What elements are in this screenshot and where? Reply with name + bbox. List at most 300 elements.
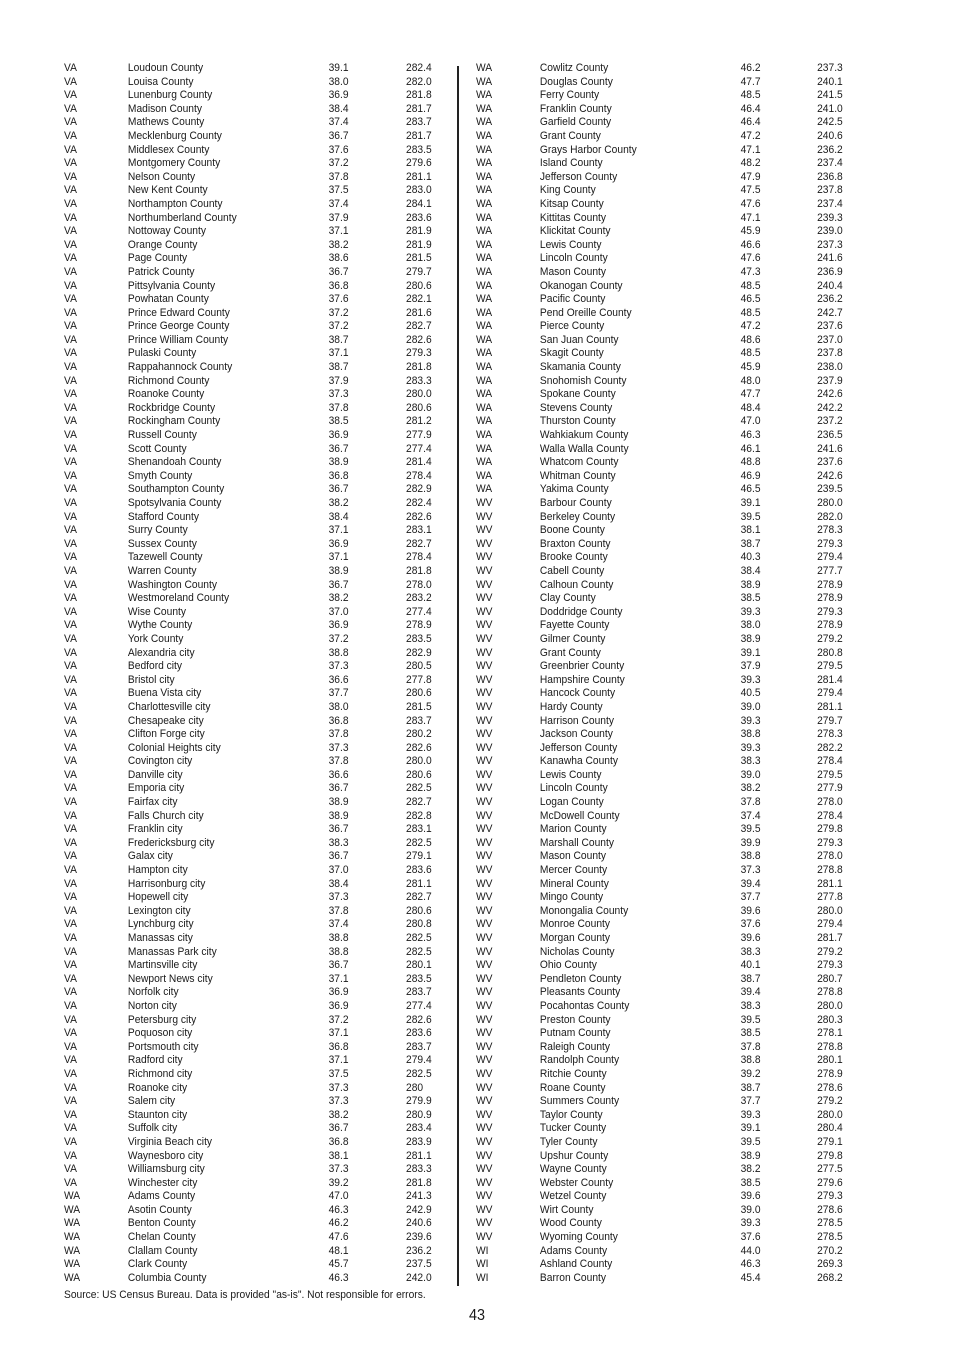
value-1: 37.1 [328, 1054, 349, 1067]
table-row [476, 755, 843, 769]
value-2: 282.2 [817, 741, 843, 754]
county-name: Logan County [539, 796, 604, 809]
county-name: Whitman County [539, 469, 616, 482]
state-abbr: WA [476, 211, 493, 224]
table-row [64, 728, 432, 742]
value-1: 37.3 [328, 1095, 349, 1108]
state-abbr: WA [64, 1258, 81, 1271]
value-1: 38.8 [328, 646, 349, 659]
table-row [476, 388, 843, 402]
value-2: 279.3 [817, 836, 843, 849]
table-row [476, 401, 843, 416]
state-abbr: WV [476, 524, 493, 537]
value-1: 37.1 [328, 524, 349, 537]
table-row [64, 864, 432, 878]
value-1: 39.9 [740, 836, 761, 849]
county-name: Clark County [127, 1258, 188, 1271]
county-name: Montgomery County [127, 157, 221, 170]
county-name: Poquoson city [127, 1027, 193, 1040]
value-1: 40.1 [740, 959, 761, 972]
table-row [476, 1108, 843, 1123]
table-row [64, 537, 432, 552]
table-row [476, 361, 843, 375]
state-abbr: VA [64, 592, 77, 605]
county-name: Monongalia County [539, 904, 629, 917]
value-1: 48.6 [740, 333, 761, 346]
table-row [64, 564, 432, 579]
state-abbr: WV [476, 1217, 493, 1230]
county-name: Wahkiakum County [539, 429, 629, 442]
county-name: Okanogan County [539, 279, 623, 292]
value-2: 283.2 [406, 592, 432, 605]
state-abbr: WV [476, 1163, 493, 1176]
value-2: 242.9 [406, 1203, 432, 1216]
county-name: San Juan County [539, 333, 619, 346]
table-row [64, 442, 432, 457]
state-abbr: WA [476, 361, 493, 374]
value-1: 37.1 [328, 225, 349, 238]
value-1: 46.1 [740, 442, 761, 455]
value-2: 281.6 [406, 306, 432, 319]
table-row [476, 1095, 843, 1109]
value-2: 270.2 [817, 1244, 843, 1257]
state-abbr: WA [476, 333, 493, 346]
value-1: 37.8 [328, 904, 349, 917]
county-name: Spotsylvania County [127, 497, 222, 509]
county-name: Pleasants County [539, 986, 621, 999]
value-1: 48.5 [740, 89, 761, 102]
county-name: Roanoke County [127, 388, 205, 401]
table-row [64, 1244, 432, 1259]
state-abbr: VA [64, 1163, 77, 1176]
value-1: 38.2 [328, 238, 349, 251]
state-abbr: WV [476, 1135, 493, 1148]
county-name: Virginia Beach city [127, 1135, 213, 1148]
table-row [476, 252, 843, 266]
value-2: 279.2 [817, 1095, 843, 1108]
county-name: Williamsburg city [127, 1163, 205, 1176]
state-abbr: VA [64, 75, 77, 88]
county-name: Powhatan County [127, 293, 209, 306]
county-name: Colonial Heights city [127, 741, 221, 754]
county-name: Skamania County [539, 361, 621, 374]
value-2: 281.1 [406, 170, 432, 183]
value-1: 46.5 [740, 293, 761, 306]
table-row [476, 673, 843, 688]
state-abbr: VA [64, 320, 77, 333]
table-row [476, 1231, 843, 1245]
county-name: Chelan County [127, 1231, 196, 1244]
county-name: Franklin city [127, 823, 183, 836]
county-name: Ferry County [539, 89, 600, 102]
state-abbr: VA [64, 252, 77, 265]
county-name: Page County [127, 252, 188, 265]
state-abbr: WV [476, 660, 493, 673]
value-2: 282.5 [406, 782, 432, 795]
table-row [476, 592, 843, 606]
table-row [64, 1054, 432, 1068]
table-row [64, 1095, 432, 1109]
state-abbr: VA [64, 1040, 77, 1053]
table-row [476, 1176, 843, 1191]
value-1: 48.8 [740, 456, 761, 469]
table-row [64, 361, 432, 375]
county-name: Barbour County [539, 497, 612, 509]
table-row [476, 782, 843, 796]
value-2: 283.7 [406, 1040, 432, 1053]
value-1: 38.0 [328, 700, 349, 713]
value-1: 36.7 [328, 959, 349, 972]
county-name: Shenandoah County [127, 456, 222, 469]
county-name: Putnam County [539, 1027, 611, 1040]
county-name: Jackson County [539, 728, 613, 741]
state-abbr: VA [64, 632, 77, 645]
state-abbr: WA [476, 252, 493, 265]
value-2: 279.3 [406, 347, 432, 360]
county-name: Danville city [127, 768, 183, 781]
table-row [476, 945, 843, 960]
value-2: 278.4 [817, 809, 843, 822]
state-abbr: WV [476, 986, 493, 999]
state-abbr: VA [64, 1122, 77, 1135]
value-1: 36.8 [328, 1135, 349, 1148]
value-2: 283.3 [406, 1163, 432, 1176]
value-2: 283.1 [406, 823, 432, 836]
value-2: 237.8 [817, 184, 843, 197]
table-row [476, 864, 843, 878]
table-row [476, 891, 843, 905]
state-abbr: WV [476, 877, 493, 890]
value-1: 37.4 [328, 116, 349, 129]
county-name: Gilmer County [539, 632, 606, 645]
county-name: Wayne County [539, 1163, 607, 1176]
value-2: 282.0 [406, 75, 432, 88]
county-name: Nicholas County [539, 945, 615, 958]
table-row [476, 469, 843, 484]
county-name: Benton County [127, 1217, 196, 1230]
county-name: Hardy County [539, 700, 603, 713]
county-name: Waynesboro city [127, 1149, 204, 1162]
county-name: Grant County [539, 646, 601, 659]
state-abbr: WA [476, 265, 493, 278]
county-name: Washington County [127, 578, 217, 591]
value-1: 37.6 [740, 918, 761, 931]
state-abbr: VA [64, 796, 77, 809]
value-2: 279.4 [817, 551, 843, 564]
value-2: 279.8 [817, 823, 843, 836]
county-name: Cowlitz County [539, 62, 609, 74]
state-abbr: WI [476, 1271, 489, 1284]
value-2: 280.8 [406, 918, 432, 931]
value-2: 237.3 [817, 238, 843, 251]
value-2: 282.8 [406, 809, 432, 822]
value-1: 48.5 [740, 347, 761, 360]
state-abbr: WA [476, 279, 493, 292]
county-name: Portsmouth city [127, 1040, 199, 1053]
state-abbr: VA [64, 537, 77, 550]
value-2: 281.4 [406, 456, 432, 469]
state-abbr: VA [64, 1067, 77, 1080]
state-abbr: WA [64, 1217, 81, 1230]
county-name: Wirt County [539, 1203, 594, 1216]
value-2: 280.0 [817, 1108, 843, 1121]
county-name: Ohio County [539, 959, 597, 972]
county-name: Whatcom County [539, 456, 619, 469]
value-2: 280.5 [406, 660, 432, 673]
table-row [64, 388, 432, 402]
county-name: Ashland County [539, 1258, 613, 1271]
county-name: Newport News city [127, 972, 213, 985]
state-abbr: WV [476, 1176, 493, 1189]
table-row [64, 999, 432, 1014]
state-abbr: VA [64, 932, 77, 944]
county-name: Hampton city [127, 864, 188, 877]
value-2: 278.9 [406, 619, 432, 632]
state-abbr: WA [476, 401, 493, 414]
table-row [64, 918, 432, 932]
value-2: 242.6 [817, 469, 843, 482]
value-2: 239.0 [817, 225, 843, 238]
value-2: 277.4 [406, 605, 432, 618]
value-1: 48.2 [740, 157, 761, 170]
value-1: 40.3 [740, 551, 761, 564]
value-2: 282.9 [406, 646, 432, 659]
value-2: 280.2 [406, 728, 432, 741]
value-2: 277.4 [406, 442, 432, 455]
value-1: 38.4 [328, 877, 349, 890]
state-abbr: WV [476, 646, 493, 659]
state-abbr: VA [64, 972, 77, 985]
state-abbr: WA [64, 1231, 81, 1244]
value-1: 48.5 [740, 279, 761, 292]
value-2: 237.0 [817, 333, 843, 346]
value-1: 46.6 [740, 238, 761, 251]
state-abbr: WI [476, 1258, 489, 1271]
value-2: 278.8 [817, 986, 843, 999]
value-1: 46.4 [740, 102, 761, 115]
value-2: 280.1 [817, 1054, 843, 1067]
value-1: 38.1 [740, 524, 761, 537]
value-1: 37.4 [328, 197, 349, 210]
state-abbr: VA [64, 836, 77, 849]
state-abbr: WA [476, 102, 493, 115]
value-2: 283.7 [406, 986, 432, 999]
value-1: 39.3 [740, 741, 761, 754]
value-1: 38.7 [740, 537, 761, 550]
table-row [476, 75, 843, 90]
value-1: 38.8 [740, 728, 761, 741]
value-2: 282.4 [406, 62, 432, 74]
state-abbr: VA [64, 510, 77, 523]
value-2: 241.6 [817, 252, 843, 265]
county-name: Orange County [127, 238, 198, 251]
state-abbr: VA [64, 293, 77, 306]
value-1: 38.0 [740, 619, 761, 632]
value-2: 281.9 [406, 238, 432, 251]
table-row [64, 1108, 432, 1123]
value-1: 47.2 [740, 320, 761, 333]
county-name: Adams County [127, 1190, 196, 1203]
state-abbr: VA [64, 89, 77, 102]
value-2: 277.5 [817, 1163, 843, 1176]
county-name: Yakima County [539, 483, 609, 496]
county-name: Summers County [539, 1095, 620, 1108]
county-name: Clay County [539, 592, 596, 605]
value-1: 47.7 [740, 388, 761, 401]
value-2: 239.6 [406, 1231, 432, 1244]
value-2: 282.1 [406, 293, 432, 306]
state-abbr: WV [476, 1203, 493, 1216]
county-name: Middlesex County [127, 143, 210, 156]
table-row [64, 510, 432, 525]
source-note: Source: US Census Bureau. Data is provided "as-is". Not responsible for errors. [64, 1289, 426, 1301]
county-name: Tazewell County [127, 551, 203, 564]
table-row [64, 619, 432, 633]
value-1: 39.1 [328, 62, 349, 74]
county-name: Kittitas County [539, 211, 607, 224]
state-abbr: WA [476, 89, 493, 102]
table-row [476, 1054, 843, 1068]
value-1: 37.5 [328, 184, 349, 197]
value-1: 36.8 [328, 714, 349, 727]
table-row [476, 1135, 843, 1150]
table-row [476, 143, 843, 158]
state-abbr: VA [64, 1135, 77, 1148]
value-1: 37.3 [328, 1163, 349, 1176]
table-row [476, 211, 843, 226]
value-1: 48.1 [328, 1244, 349, 1257]
value-1: 37.2 [328, 157, 349, 170]
table-row [476, 619, 843, 633]
state-abbr: WA [64, 1244, 81, 1257]
value-1: 38.3 [740, 999, 761, 1012]
value-2: 236.9 [817, 265, 843, 278]
table-row [64, 1190, 432, 1204]
value-2: 277.4 [406, 999, 432, 1012]
county-name: Harrisonburg city [127, 877, 206, 890]
value-1: 37.8 [740, 1040, 761, 1053]
state-abbr: WV [476, 1067, 493, 1080]
value-2: 278.9 [817, 592, 843, 605]
state-abbr: WV [476, 999, 493, 1012]
state-abbr: WV [476, 632, 493, 645]
value-1: 38.7 [328, 333, 349, 346]
county-name: Falls Church city [127, 809, 204, 822]
county-name: Raleigh County [539, 1040, 611, 1053]
state-abbr: WV [476, 497, 493, 509]
state-abbr: WV [476, 768, 493, 781]
county-name: Patrick County [127, 265, 195, 278]
value-1: 38.8 [740, 850, 761, 863]
county-name: Pulaski County [127, 347, 197, 360]
state-abbr: VA [64, 333, 77, 346]
value-2: 283.4 [406, 1122, 432, 1135]
value-2: 280.1 [406, 959, 432, 972]
value-2: 278.4 [406, 551, 432, 564]
value-1: 37.1 [328, 972, 349, 985]
value-2: 282.6 [406, 1013, 432, 1026]
state-abbr: VA [64, 401, 77, 414]
value-2: 279.5 [817, 660, 843, 673]
value-1: 38.2 [328, 497, 349, 509]
value-2: 277.7 [817, 564, 843, 577]
county-name: Pocahontas County [539, 999, 630, 1012]
county-name: Wood County [539, 1217, 602, 1230]
table-row [476, 429, 843, 443]
value-2: 280.6 [406, 687, 432, 700]
state-abbr: WV [476, 891, 493, 904]
state-abbr: WA [476, 483, 493, 496]
state-abbr: WV [476, 836, 493, 849]
table-row [476, 1040, 843, 1055]
value-2: 282.0 [817, 510, 843, 523]
value-1: 38.9 [328, 564, 349, 577]
value-1: 47.6 [740, 252, 761, 265]
value-1: 38.4 [328, 510, 349, 523]
value-2: 278.0 [817, 850, 843, 863]
county-name: Fredericksburg city [127, 836, 215, 849]
table-row [64, 265, 432, 280]
table-row [64, 279, 432, 294]
table-row [64, 714, 432, 729]
county-name: Thurston County [539, 415, 616, 428]
value-1: 37.0 [328, 605, 349, 618]
table-row [64, 157, 432, 171]
state-abbr: VA [64, 823, 77, 836]
state-abbr: WV [476, 700, 493, 713]
state-abbr: WV [476, 1108, 493, 1121]
county-name: Alexandria city [127, 646, 195, 659]
county-name: Buena Vista city [127, 687, 202, 700]
value-2: 240.4 [817, 279, 843, 292]
table-row [476, 279, 843, 294]
county-name: Northampton County [127, 197, 223, 210]
county-name: Warren County [127, 564, 197, 577]
county-name: Boone County [539, 524, 605, 537]
county-name: Marion County [539, 823, 607, 836]
value-1: 38.7 [328, 361, 349, 374]
table-row [476, 823, 843, 837]
county-name: Wyoming County [539, 1231, 618, 1244]
value-2: 282.4 [406, 497, 432, 509]
value-2: 278.1 [817, 1027, 843, 1040]
table-row [64, 238, 432, 253]
table-row [64, 320, 432, 334]
table-row [64, 293, 432, 307]
county-name: Northumberland County [127, 211, 237, 224]
county-name: Doddridge County [539, 605, 623, 618]
value-1: 38.5 [328, 415, 349, 428]
value-1: 39.5 [740, 510, 761, 523]
value-2: 282.6 [406, 333, 432, 346]
value-1: 47.9 [740, 170, 761, 183]
state-abbr: WA [476, 293, 493, 306]
table-row [64, 211, 432, 226]
county-name: Barron County [539, 1271, 607, 1284]
county-name: Calhoun County [539, 578, 614, 591]
state-abbr: VA [64, 238, 77, 251]
county-name: Loudoun County [127, 62, 204, 74]
county-name: Webster County [539, 1176, 614, 1189]
county-name: Pacific County [539, 293, 606, 306]
table-row [64, 524, 432, 538]
value-2: 281.8 [406, 1176, 432, 1189]
value-2: 282.5 [406, 932, 432, 944]
value-2: 240.6 [817, 129, 843, 142]
state-abbr: VA [64, 1027, 77, 1040]
value-2: 282.7 [406, 537, 432, 550]
table-row [64, 741, 432, 756]
